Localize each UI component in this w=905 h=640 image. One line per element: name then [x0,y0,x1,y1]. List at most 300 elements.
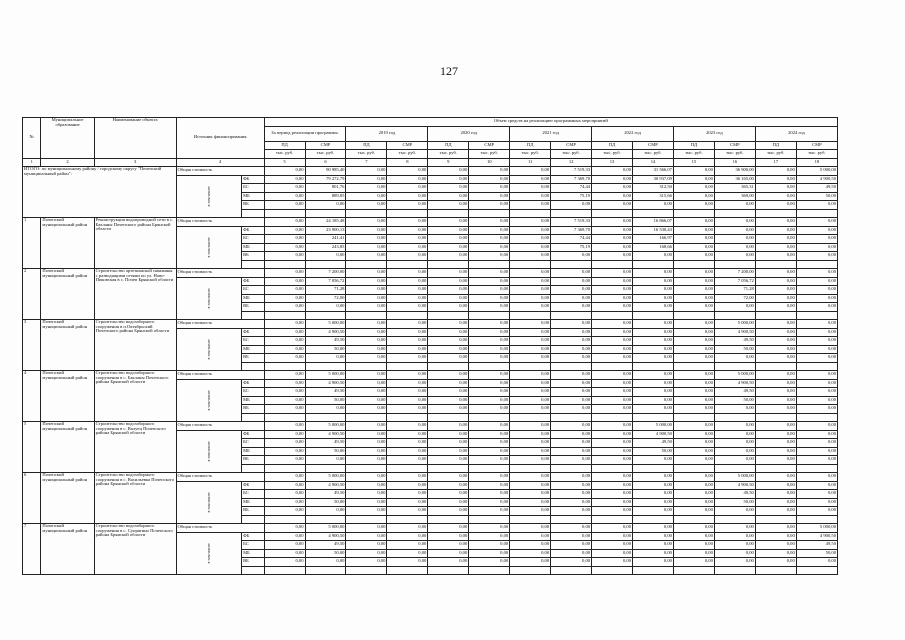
value-cell: 0,00 [633,558,674,567]
project-number: 4 [23,371,41,422]
value-cell: 0,00 [264,226,305,235]
value-cell [755,311,796,320]
value-cell: 49,50 [305,439,346,448]
value-cell: 0,00 [346,354,387,363]
project-name: Строительство артезианской скважины с разводящими сетями по ул. Ново-Пиковская в с. Почеп Брянской области [94,269,176,320]
column-number: 11 [510,158,551,167]
value-cell: 0,00 [264,218,305,227]
value-cell: 0,00 [469,498,510,507]
fund-label: МБ [242,549,265,558]
fund-label [242,362,265,371]
value-cell: 0,00 [387,226,428,235]
value-cell: 0,00 [305,354,346,363]
header-unit: тыс. руб. [305,150,346,159]
value-cell [346,260,387,269]
fund-label [242,566,265,575]
fund-label: ВБ [242,303,265,312]
column-number: 16 [714,158,755,167]
fund-label: ФБ [242,328,265,337]
value-cell: 0,00 [387,379,428,388]
value-cell: 0,00 [755,175,796,184]
value-cell: 0,00 [510,328,551,337]
value-cell: 0,00 [264,549,305,558]
value-cell: 0,00 [305,252,346,261]
value-cell: 0,00 [469,320,510,329]
value-cell: 0,00 [346,447,387,456]
value-cell: 0,00 [264,192,305,201]
value-cell [264,209,305,218]
header-smr: СМР [551,141,592,150]
value-cell: 0,00 [633,498,674,507]
project-municipality: Почепский муниципальный район [41,269,94,320]
value-cell: 0,00 [469,192,510,201]
header-unit: тыс. руб. [469,150,510,159]
value-cell: 0,00 [633,473,674,482]
value-cell: 0,00 [796,481,837,490]
value-cell: 0,00 [346,490,387,499]
value-cell: 0,00 [796,277,837,286]
header-smr: СМР [714,141,755,150]
value-cell: 4 900,50 [305,379,346,388]
value-cell: 0,00 [469,218,510,227]
value-cell: 36 165,00 [714,175,755,184]
value-cell: 50,00 [305,498,346,507]
value-cell: 0,00 [755,447,796,456]
value-cell: 0,00 [796,371,837,380]
value-cell: 0,00 [755,558,796,567]
value-cell: 4 900,50 [633,430,674,439]
value-cell [551,311,592,320]
value-cell: 0,00 [633,405,674,414]
value-cell: 0,00 [469,549,510,558]
value-cell: 0,00 [592,430,633,439]
header-year: 2019 год [346,126,428,141]
value-cell [551,464,592,473]
value-cell: 0,00 [469,286,510,295]
value-cell: 0,00 [592,303,633,312]
value-cell: 0,00 [673,286,714,295]
fund-label [242,311,265,320]
value-cell: 0,00 [714,201,755,210]
value-cell: 0,00 [551,430,592,439]
value-cell: 0,00 [510,371,551,380]
value-cell [592,311,633,320]
value-cell [796,413,837,422]
header-smr: СМР [469,141,510,150]
value-cell: 0,00 [346,396,387,405]
value-cell: 0,00 [387,175,428,184]
value-cell: 0,00 [510,541,551,550]
value-cell [633,311,674,320]
value-cell: 0,00 [755,379,796,388]
value-cell: 0,00 [551,405,592,414]
value-cell: 0,00 [510,226,551,235]
value-cell: 0,00 [673,328,714,337]
fund-label: ВБ [242,558,265,567]
project-number: 5 [23,422,41,473]
value-cell: 0,00 [469,447,510,456]
header-year: 2023 год [673,126,755,141]
value-cell: 0,00 [755,354,796,363]
value-cell: 0,00 [428,303,469,312]
value-cell: 4 900,50 [714,379,755,388]
value-cell: 0,00 [264,201,305,210]
value-cell: 0,00 [469,226,510,235]
header-pd: ПД [592,141,633,150]
value-cell: 0,00 [755,405,796,414]
value-cell [633,515,674,524]
value-cell: 0,00 [387,422,428,431]
value-cell: 0,00 [264,507,305,516]
header-unit: тыс. руб. [633,150,674,159]
value-cell: 0,00 [796,388,837,397]
value-cell [387,515,428,524]
value-cell: 0,00 [592,379,633,388]
value-cell: 0,00 [796,303,837,312]
value-cell: 0,00 [346,192,387,201]
value-cell: 0,00 [346,201,387,210]
column-number: 3 [94,158,176,167]
value-cell [510,413,551,422]
value-cell [510,209,551,218]
value-cell: 0,00 [673,320,714,329]
total-cost-label: Общая стоимость [176,320,264,329]
value-cell: 0,00 [469,175,510,184]
value-cell: 0,00 [633,507,674,516]
value-cell: 0,00 [346,243,387,252]
value-cell: 0,00 [592,328,633,337]
value-cell: 0,00 [346,226,387,235]
value-cell [633,209,674,218]
header-unit: тыс. руб. [387,150,428,159]
value-cell: 16 866,07 [633,218,674,227]
value-cell: 0,00 [387,167,428,176]
value-cell: 0,00 [551,473,592,482]
value-cell: 0,00 [796,430,837,439]
value-cell: 0,00 [305,303,346,312]
value-cell: 0,00 [592,558,633,567]
value-cell: 0,00 [633,294,674,303]
value-cell: 0,00 [469,490,510,499]
value-cell: 36 900,00 [714,167,755,176]
column-number: 18 [796,158,837,167]
value-cell: 0,00 [714,243,755,252]
value-cell: 0,00 [796,396,837,405]
value-cell: 0,00 [592,388,633,397]
project-name: Строительство водозаборного сооружения в с. Бакланы Почепского района Брянской области [94,371,176,422]
value-cell [510,464,551,473]
value-cell: 0,00 [633,286,674,295]
value-cell: 0,00 [428,456,469,465]
value-cell: 0,00 [796,286,837,295]
value-cell: 0,00 [673,337,714,346]
fund-label: МБ [242,396,265,405]
value-cell: 0,00 [633,328,674,337]
value-cell: 0,00 [714,354,755,363]
value-cell: 0,00 [796,456,837,465]
value-cell: 315,66 [633,192,674,201]
value-cell [755,209,796,218]
value-cell: 0,00 [428,294,469,303]
value-cell: 0,00 [673,507,714,516]
value-cell: 0,00 [428,252,469,261]
value-cell: 0,00 [387,303,428,312]
value-cell [592,260,633,269]
total-cost-label: Общая стоимость [176,422,264,431]
project-name: Реконструкция водопроводной сети в с. Бакланы Почепского района Брянской области [94,218,176,269]
value-cell: 0,00 [673,235,714,244]
value-cell: 50,00 [796,192,837,201]
value-cell: 0,00 [633,371,674,380]
value-cell [469,515,510,524]
value-cell: 0,00 [673,388,714,397]
header-unit: тыс. руб. [346,150,387,159]
value-cell: 0,00 [755,422,796,431]
value-cell: 50,00 [714,345,755,354]
value-cell: 0,00 [387,405,428,414]
value-cell: 0,00 [592,371,633,380]
value-cell: 5 000,00 [714,320,755,329]
value-cell [387,566,428,575]
value-cell: 0,00 [510,354,551,363]
value-cell: 0,00 [264,379,305,388]
value-cell: 0,00 [592,532,633,541]
value-cell: 0,00 [428,532,469,541]
value-cell: 0,00 [714,558,755,567]
value-cell: 0,00 [714,447,755,456]
value-cell: 801,76 [305,184,346,193]
value-cell: 7 369,70 [551,226,592,235]
value-cell: 0,00 [796,558,837,567]
value-cell [592,464,633,473]
value-cell: 0,00 [592,439,633,448]
project-municipality: Почепский муниципальный район [41,473,94,524]
value-cell: 0,00 [469,294,510,303]
value-cell: 0,00 [346,277,387,286]
value-cell: 0,00 [673,294,714,303]
value-cell: 0,00 [755,286,796,295]
value-cell: 0,00 [469,524,510,533]
project-municipality: Почепский муниципальный район [41,320,94,371]
value-cell: 4 900,50 [305,532,346,541]
value-cell: 0,00 [387,549,428,558]
value-cell: 0,00 [428,379,469,388]
total-cost-label: Общая стоимость [176,218,264,227]
incl-label: в том числе: [176,175,242,218]
value-cell: 0,00 [551,507,592,516]
value-cell: 0,00 [551,524,592,533]
value-cell: 0,00 [305,201,346,210]
total-title: ИТОГО: по муниципальному району / городскому округу "Почепский муниципальный район": [23,167,177,218]
value-cell: 0,00 [796,345,837,354]
value-cell: 0,00 [633,379,674,388]
value-cell: 0,00 [387,532,428,541]
value-cell: 0,00 [592,320,633,329]
value-cell: 4 900,50 [305,481,346,490]
fund-label [242,260,265,269]
value-cell: 0,00 [796,328,837,337]
value-cell: 0,00 [346,379,387,388]
value-cell: 7 200,00 [714,269,755,278]
value-cell: 0,00 [264,337,305,346]
value-cell [346,209,387,218]
value-cell: 0,00 [428,175,469,184]
value-cell: 23 900,13 [305,226,346,235]
value-cell: 0,00 [428,396,469,405]
value-cell: 0,00 [428,447,469,456]
value-cell: 49,50 [796,184,837,193]
value-cell: 0,00 [714,405,755,414]
value-cell: 0,00 [387,371,428,380]
value-cell [510,515,551,524]
header-no: № [23,118,41,159]
incl-label: в том числе: [176,277,242,320]
incl-label: в том числе: [176,532,242,575]
value-cell: 369,00 [714,192,755,201]
value-cell: 0,00 [551,286,592,295]
value-cell: 0,00 [387,473,428,482]
column-number: 13 [592,158,633,167]
value-cell [305,260,346,269]
value-cell [592,362,633,371]
value-cell [673,515,714,524]
value-cell: 49,50 [714,490,755,499]
value-cell: 0,00 [551,549,592,558]
value-cell: 4 900,50 [714,328,755,337]
value-cell: 0,00 [510,269,551,278]
header-pd: ПД [264,141,305,150]
value-cell: 0,00 [387,337,428,346]
value-cell: 0,00 [387,320,428,329]
value-cell: 0,00 [428,201,469,210]
value-cell: 0,00 [755,218,796,227]
value-cell: 0,00 [469,328,510,337]
value-cell: 0,00 [428,320,469,329]
value-cell: 0,00 [510,405,551,414]
value-cell: 0,00 [264,558,305,567]
value-cell [510,362,551,371]
value-cell: 0,00 [592,354,633,363]
project-municipality: Почепский муниципальный район [41,371,94,422]
value-cell: 0,00 [673,379,714,388]
value-cell [305,515,346,524]
header-year: 2020 год [428,126,510,141]
value-cell: 0,00 [264,541,305,550]
value-cell: 0,00 [551,371,592,380]
value-cell: 0,00 [387,218,428,227]
header-unit: тыс. руб. [673,150,714,159]
column-number: 5 [264,158,305,167]
value-cell: 0,00 [428,184,469,193]
value-cell: 0,00 [592,490,633,499]
value-cell: 0,00 [387,269,428,278]
value-cell: 0,00 [264,532,305,541]
value-cell: 0,00 [673,447,714,456]
value-cell: 0,00 [755,252,796,261]
value-cell: 0,00 [264,473,305,482]
value-cell: 0,00 [510,277,551,286]
value-cell: 49,50 [633,439,674,448]
value-cell: 0,00 [346,507,387,516]
header-pd: ПД [510,141,551,150]
value-cell: 0,00 [346,337,387,346]
fund-label: ФБ [242,481,265,490]
header-smr: СМР [387,141,428,150]
value-cell: 0,00 [592,473,633,482]
value-cell: 0,00 [592,337,633,346]
value-cell: 0,00 [551,201,592,210]
value-cell: 0,00 [264,235,305,244]
value-cell [796,566,837,575]
value-cell: 0,00 [264,422,305,431]
value-cell: 0,00 [551,498,592,507]
value-cell: 0,00 [673,277,714,286]
value-cell: 0,00 [346,345,387,354]
value-cell: 49,50 [305,388,346,397]
value-cell: 0,00 [346,294,387,303]
fund-label: БС [242,184,265,193]
value-cell [755,464,796,473]
value-cell: 0,00 [469,396,510,405]
fund-label: БС [242,388,265,397]
value-cell: 0,00 [796,507,837,516]
value-cell: 74,44 [551,184,592,193]
fund-label: ФБ [242,175,265,184]
value-cell: 50,00 [633,447,674,456]
fund-label: ФБ [242,379,265,388]
incl-label: в том числе: [176,430,242,473]
value-cell: 0,00 [755,549,796,558]
fund-label: МБ [242,192,265,201]
value-cell: 0,00 [469,277,510,286]
value-cell [755,260,796,269]
value-cell: 5 000,00 [305,422,346,431]
page-number: 127 [440,64,458,78]
value-cell [387,362,428,371]
value-cell: 0,00 [673,354,714,363]
column-number: 2 [41,158,94,167]
project-number: 2 [23,269,41,320]
value-cell: 0,00 [592,396,633,405]
value-cell: 0,00 [510,447,551,456]
value-cell: 4 900,50 [305,430,346,439]
value-cell: 0,00 [428,167,469,176]
value-cell [592,209,633,218]
value-cell: 0,00 [796,490,837,499]
total-cost-label: Общая стоимость [176,167,264,176]
value-cell: 0,00 [633,252,674,261]
header-smr: СМР [796,141,837,150]
value-cell: 0,00 [305,558,346,567]
value-cell: 0,00 [755,184,796,193]
value-cell: 0,00 [755,371,796,380]
value-cell: 0,00 [551,345,592,354]
value-cell: 0,00 [755,294,796,303]
value-cell [346,362,387,371]
value-cell [428,515,469,524]
value-cell: 0,00 [592,507,633,516]
value-cell: 0,00 [387,439,428,448]
value-cell: 0,00 [592,277,633,286]
value-cell: 0,00 [673,175,714,184]
value-cell: 0,00 [714,218,755,227]
value-cell [714,209,755,218]
value-cell: 0,00 [469,345,510,354]
value-cell [673,311,714,320]
value-cell: 0,00 [510,507,551,516]
value-cell: 5 000,00 [714,473,755,482]
value-cell: 0,00 [346,175,387,184]
